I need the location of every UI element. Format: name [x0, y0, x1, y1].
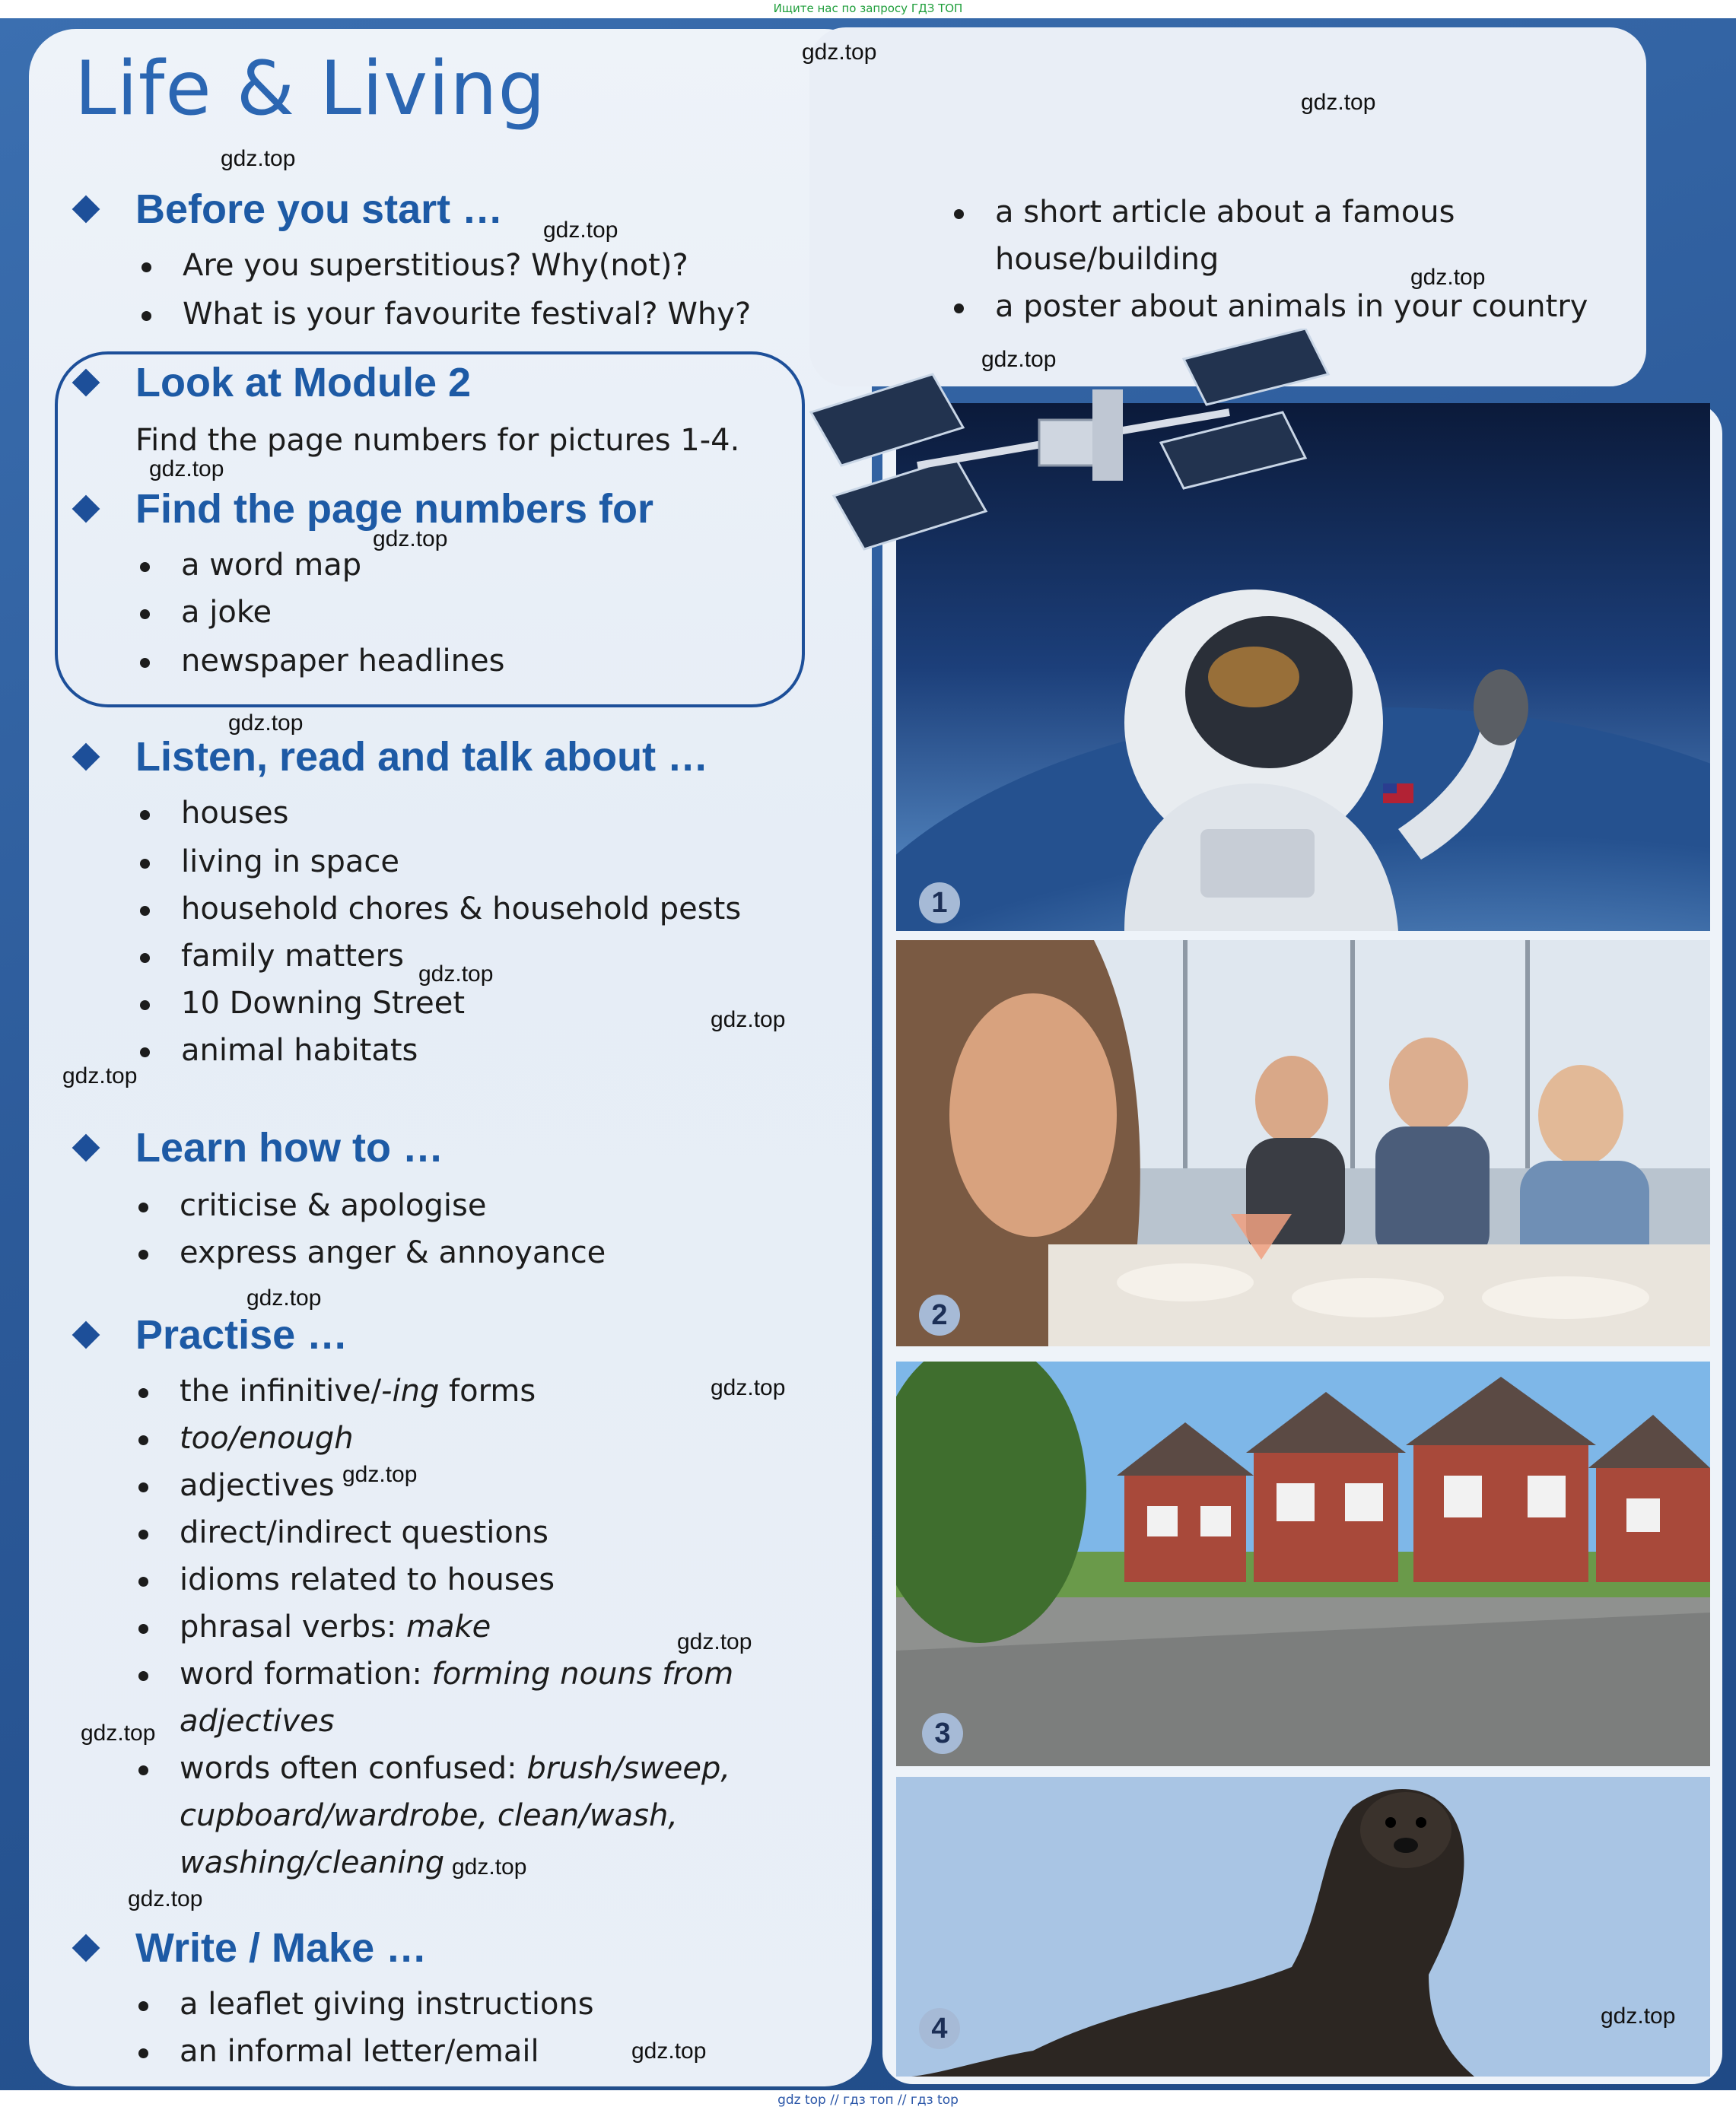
- list-item-text: an informal letter/email: [180, 2034, 539, 2069]
- list-item-continuation: adjectives: [180, 1704, 335, 1739]
- page-title: Life & Living: [75, 46, 546, 132]
- watermark: gdz.top: [1601, 2004, 1676, 2029]
- watermark: gdz.top: [228, 710, 304, 736]
- section-heading: Listen, read and talk about …: [135, 734, 709, 780]
- picture-houses: [896, 1362, 1710, 1766]
- bullet-dot-icon: [138, 1482, 148, 1492]
- bullet-dot-icon: [140, 562, 150, 572]
- watermark: gdz.top: [221, 146, 296, 171]
- watermark: gdz.top: [373, 526, 448, 551]
- section-heading: Look at Module 2: [135, 360, 472, 405]
- watermark: gdz.top: [677, 1629, 752, 1654]
- list-item-text: word formation: forming nouns from: [180, 1657, 734, 1692]
- bullet-dot-icon: [138, 1765, 148, 1775]
- section-heading: Write / Make …: [135, 1925, 428, 1971]
- bullet-dot-icon: [140, 953, 150, 963]
- watermark: gdz.top: [128, 1886, 203, 1911]
- section-heading: Find the page numbers for: [135, 486, 654, 532]
- bullet-dot-icon: [140, 810, 150, 820]
- watermark: gdz.top: [62, 1063, 138, 1088]
- bullet-dot-icon: [138, 1530, 148, 1540]
- list-item-text: a leaflet giving instructions: [180, 1987, 594, 2022]
- section-heading: Before you start …: [135, 186, 504, 232]
- list-item-text: newspaper headlines: [181, 643, 505, 678]
- module-instruction: Find the page numbers for pictures 1-4.: [135, 423, 740, 458]
- bullet-dot-icon: [140, 609, 150, 619]
- watermark: gdz.top: [342, 1462, 418, 1487]
- watermark: gdz.top: [452, 1854, 527, 1880]
- bullet-dot-icon: [138, 1435, 148, 1445]
- bullet-dot-icon: [138, 2001, 148, 2011]
- list-item-text: too/enough: [180, 1421, 354, 1456]
- watermark: gdz.top: [711, 1375, 786, 1400]
- list-item-text: express anger & annoyance: [180, 1235, 606, 1270]
- list-item-continuation: washing/cleaning: [180, 1845, 445, 1880]
- list-item-text: a word map: [181, 548, 362, 583]
- list-item-text: a short article about a famous: [995, 195, 1455, 230]
- bullet-dot-icon: [138, 1388, 148, 1398]
- picture-family-dinner: [896, 940, 1710, 1346]
- space-station-image: [803, 329, 1336, 602]
- list-item-text: adjectives: [180, 1468, 335, 1503]
- watermark: gdz.top: [802, 40, 877, 65]
- watermark: gdz.top: [149, 456, 224, 481]
- list-item-text: direct/indirect questions: [180, 1515, 549, 1550]
- watermark: gdz.top: [981, 347, 1057, 372]
- picture-number-badge: 3: [922, 1713, 963, 1754]
- picture-number-badge: 2: [919, 1295, 960, 1336]
- watermark: gdz.top: [81, 1721, 156, 1746]
- bullet-dot-icon: [138, 1671, 148, 1681]
- bottom-banner: gdz top // гдз топ // гдз top: [0, 2090, 1736, 2110]
- watermark: gdz.top: [1301, 90, 1376, 115]
- watermark: gdz.top: [543, 218, 618, 243]
- list-item-text: 10 Downing Street: [181, 986, 466, 1021]
- watermark: gdz.top: [1410, 265, 1486, 290]
- list-item-text: household chores & household pests: [181, 891, 742, 926]
- bullet-dot-icon: [138, 1624, 148, 1634]
- list-item-text: a joke: [181, 595, 272, 630]
- bullet-dot-icon: [140, 1000, 150, 1010]
- list-item-text: phrasal verbs: make: [180, 1610, 491, 1644]
- picture-number-badge: 1: [919, 882, 960, 923]
- section-heading: Learn how to …: [135, 1125, 444, 1171]
- bullet-dot-icon: [954, 209, 964, 219]
- list-item-text: What is your favourite festival? Why?: [183, 297, 752, 332]
- list-item-text: houses: [181, 796, 289, 831]
- list-item-text: living in space: [181, 844, 399, 879]
- list-item-continuation: house/building: [995, 242, 1219, 277]
- top-banner: Ищите нас по запросу ГДЗ ТОП: [0, 0, 1736, 18]
- bullet-dot-icon: [140, 1047, 150, 1057]
- bullet-dot-icon: [140, 906, 150, 916]
- bullet-dot-icon: [138, 1250, 148, 1260]
- bullet-dot-icon: [138, 1577, 148, 1587]
- list-item-text: animal habitats: [181, 1033, 418, 1068]
- list-item-text: Are you superstitious? Why(not)?: [183, 248, 688, 283]
- list-item-text: words often confused: brush/sweep,: [180, 1751, 731, 1786]
- bullet-dot-icon: [138, 1203, 148, 1212]
- picture-otter: [896, 1777, 1710, 2077]
- watermark: gdz.top: [418, 961, 494, 987]
- list-item-text: family matters: [181, 939, 404, 974]
- list-item-continuation: cupboard/wardrobe, clean/wash,: [180, 1798, 679, 1833]
- watermark: gdz.top: [246, 1285, 322, 1311]
- list-item-text: criticise & apologise: [180, 1188, 487, 1223]
- watermark: gdz.top: [631, 2039, 707, 2064]
- section-heading: Practise …: [135, 1312, 348, 1358]
- bullet-dot-icon: [140, 859, 150, 869]
- list-item-text: the infinitive/-ing forms: [180, 1374, 536, 1409]
- list-item-text: a poster about animals in your country: [995, 289, 1588, 324]
- bullet-dot-icon: [138, 2048, 148, 2058]
- bullet-dot-icon: [141, 311, 151, 321]
- picture-number-badge: 4: [919, 2008, 960, 2049]
- bullet-dot-icon: [141, 262, 151, 272]
- watermark: gdz.top: [711, 1007, 786, 1032]
- bullet-dot-icon: [140, 658, 150, 668]
- bullet-dot-icon: [954, 303, 964, 313]
- list-item-text: idioms related to houses: [180, 1562, 555, 1597]
